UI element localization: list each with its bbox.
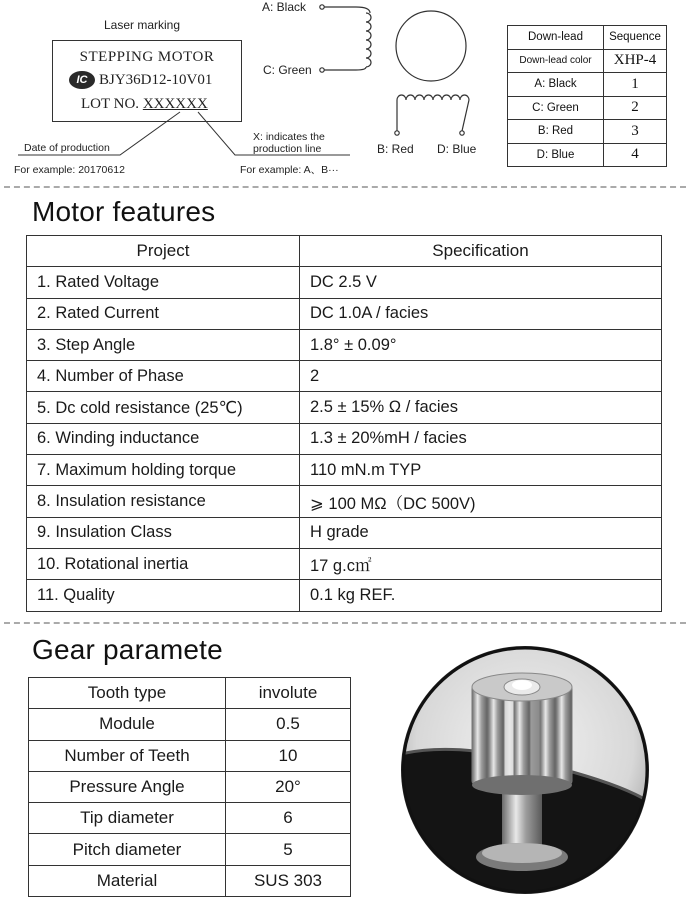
gear-param-value: 5 bbox=[226, 834, 351, 865]
date-of-production-label: Date of production bbox=[24, 142, 110, 154]
table-row bbox=[29, 834, 351, 865]
connector-type: XHP-4 bbox=[604, 49, 667, 73]
production-line-label-2: production line bbox=[253, 143, 322, 155]
gear-param-name: Number of Teeth bbox=[29, 740, 226, 771]
gear-param-name: Tooth type bbox=[29, 678, 226, 709]
wire-sequence: 1 bbox=[604, 73, 667, 97]
laser-marking-title: Laser marking bbox=[104, 18, 181, 32]
leader-lines bbox=[18, 112, 350, 155]
section-divider bbox=[4, 186, 686, 188]
wire-d-label: D: Blue bbox=[437, 142, 477, 156]
down-lead-color-row bbox=[508, 49, 667, 73]
wire-sequence: 2 bbox=[604, 96, 667, 120]
rotor-circle-icon bbox=[396, 11, 466, 81]
table-row bbox=[27, 455, 662, 486]
spec-value: 0.1 kg REF. bbox=[300, 580, 662, 611]
wire-sequence: 3 bbox=[604, 120, 667, 144]
spec-value: DC 1.0A / facies bbox=[300, 298, 662, 329]
table-row bbox=[27, 486, 662, 517]
sequence-header: Sequence bbox=[604, 26, 667, 50]
wire-b-label: B: Red bbox=[377, 142, 414, 156]
lot-code: XXXXXX bbox=[142, 96, 208, 112]
coil-bd-icon bbox=[395, 95, 469, 135]
gear-param-value: involute bbox=[226, 678, 351, 709]
production-line-label-1: X: indicates the bbox=[253, 131, 325, 143]
wire-color: B: Red bbox=[508, 120, 604, 144]
gear-param-name: Pressure Angle bbox=[29, 771, 226, 802]
motor-features-title: Motor features bbox=[32, 196, 216, 227]
gear-param-value: SUS 303 bbox=[226, 865, 351, 896]
wire-a-label: A: Black bbox=[262, 0, 307, 14]
down-lead-header-row bbox=[508, 26, 667, 50]
gear-param-name: Module bbox=[29, 709, 226, 740]
gear-parameters-title: Gear paramete bbox=[32, 634, 223, 665]
table-row bbox=[27, 580, 662, 611]
gear-param-name: Material bbox=[29, 865, 226, 896]
table-row bbox=[508, 120, 667, 144]
wire-color: A: Black bbox=[508, 73, 604, 97]
spec-name: 1. Rated Voltage bbox=[27, 267, 300, 298]
spec-name: 8. Insulation resistance bbox=[27, 486, 300, 517]
production-line-example: For example: A、B··· bbox=[240, 164, 339, 176]
wire-color: D: Blue bbox=[508, 143, 604, 167]
lot-label: LOT NO. bbox=[81, 96, 140, 112]
table-row bbox=[29, 865, 351, 896]
spec-name: 4. Number of Phase bbox=[27, 361, 300, 392]
spec-value: DC 2.5 V bbox=[300, 267, 662, 298]
table-row bbox=[27, 517, 662, 548]
motor-features-table bbox=[26, 235, 662, 612]
gear-param-name: Tip diameter bbox=[29, 803, 226, 834]
spec-value: 1.3 ± 20%mH / facies bbox=[300, 423, 662, 454]
table-row bbox=[29, 803, 351, 834]
date-leader-line bbox=[18, 112, 180, 155]
table-row bbox=[27, 329, 662, 360]
down-lead-table bbox=[507, 25, 667, 167]
table-row bbox=[29, 771, 351, 802]
date-example: For example: 20170612 bbox=[14, 164, 125, 176]
gear-param-name: Pitch diameter bbox=[29, 834, 226, 865]
table-row bbox=[27, 361, 662, 392]
spec-name: 9. Insulation Class bbox=[27, 517, 300, 548]
table-row bbox=[27, 392, 662, 423]
wire-c-label: C: Green bbox=[263, 63, 312, 77]
spec-value: 17 g.c㎡ bbox=[300, 548, 662, 579]
line-leader-line bbox=[198, 112, 350, 155]
gear-param-value: 10 bbox=[226, 740, 351, 771]
spec-name: 2. Rated Current bbox=[27, 298, 300, 329]
spec-name: 11. Quality bbox=[27, 580, 300, 611]
wire-sequence: 4 bbox=[604, 143, 667, 167]
down-lead-color-label: Down-lead color bbox=[508, 49, 604, 73]
gear-parameters-table bbox=[28, 677, 351, 897]
table-row bbox=[508, 143, 667, 167]
table-row bbox=[29, 740, 351, 771]
table-row bbox=[27, 423, 662, 454]
specification-header: Specification bbox=[300, 236, 662, 267]
coil-ac-icon bbox=[320, 5, 371, 72]
gear-param-value: 20° bbox=[226, 771, 351, 802]
project-header: Project bbox=[27, 236, 300, 267]
table-row bbox=[29, 678, 351, 709]
table-row bbox=[508, 73, 667, 97]
wire-color: C: Green bbox=[508, 96, 604, 120]
spec-name: 3. Step Angle bbox=[27, 329, 300, 360]
model-number: BJY36D12-10V01 bbox=[99, 71, 213, 88]
spec-value: 2.5 ± 15% Ω / facies bbox=[300, 392, 662, 423]
spec-name: 6. Winding inductance bbox=[27, 423, 300, 454]
brand-logo-icon: IC bbox=[69, 71, 95, 89]
table-row bbox=[29, 709, 351, 740]
label-line-model-type: STEPPING MOTOR bbox=[79, 49, 215, 65]
spec-value: ⩾ 100 MΩ（DC 500V) bbox=[300, 486, 662, 517]
table-row bbox=[27, 267, 662, 298]
spec-value: 110 mN.m TYP bbox=[300, 455, 662, 486]
gear-param-value: 6 bbox=[226, 803, 351, 834]
table-row bbox=[27, 298, 662, 329]
spec-name: 5. Dc cold resistance (25℃) bbox=[27, 392, 300, 423]
spec-value: 2 bbox=[300, 361, 662, 392]
spec-name: 7. Maximum holding torque bbox=[27, 455, 300, 486]
table-row bbox=[508, 96, 667, 120]
gear-photo-icon bbox=[396, 645, 654, 895]
spec-value: H grade bbox=[300, 517, 662, 548]
spec-value: 1.8° ± 0.09° bbox=[300, 329, 662, 360]
spec-header-row bbox=[27, 236, 662, 267]
section-divider bbox=[4, 622, 686, 624]
down-lead-header: Down-lead bbox=[508, 26, 604, 50]
table-row bbox=[27, 548, 662, 579]
gear-param-value: 0.5 bbox=[226, 709, 351, 740]
spec-name: 10. Rotational inertia bbox=[27, 548, 300, 579]
